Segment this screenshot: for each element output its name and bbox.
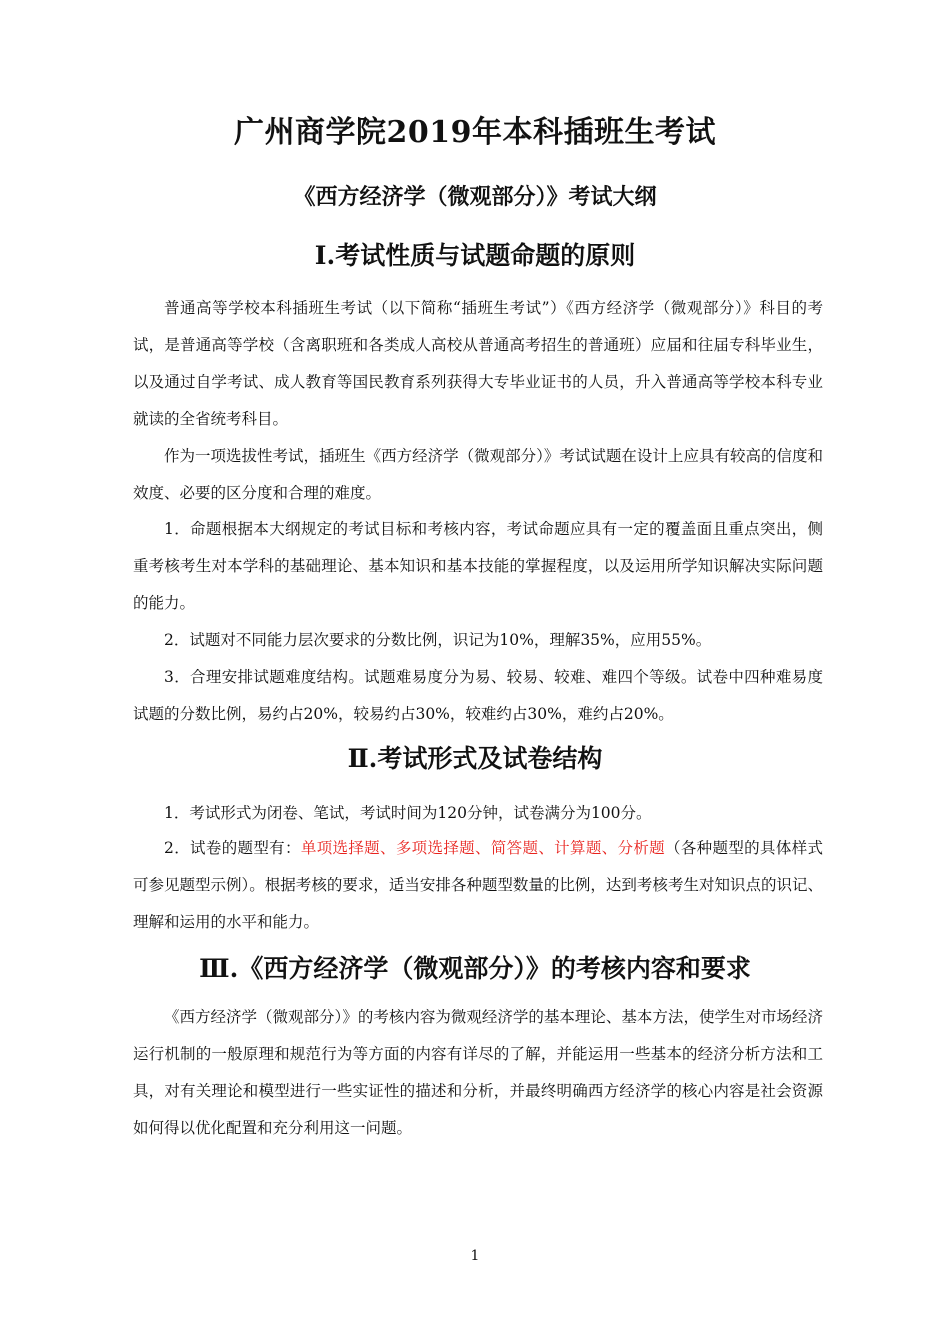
section-2-item [133, 830, 823, 941]
section-1-heading: Ⅰ.考试性质与试题命题的原则 [314, 241, 636, 270]
question-types-prefix: 2．试卷的题型有： [164, 839, 301, 857]
section-1-item: 2．试题对不同能力层次要求的分数比例，识记为10%，理解35%，应用55%。 [164, 631, 712, 649]
page-number: 1 [470, 1248, 480, 1264]
section-2-item: 1．考试形式为闭卷、笔试，考试时间为120分钟，试卷满分为100分。 [164, 804, 652, 822]
section-1-item: 3．合理安排试题难度结构。试题难易度分为易、较易、较难、难四个等级。试卷中四种难易度试题的分数比例，易约占20%，较易约占30%，较难约占30%，难约占20%。 [133, 668, 823, 723]
section-1-paragraph: 作为一项选拔性考试，插班生《西方经济学（微观部分）》考试试题在设计上应具有较高的信度和效度、必要的区分度和合理的难度。 [133, 447, 823, 502]
section-2-heading: Ⅱ.考试形式及试卷结构 [347, 744, 603, 773]
question-types-suffix: （各种题型的具体样式可参见题型示例）。根据考核的要求，适当安排各种题型数量的比例，达到考核考生对知识点的识记、理解和运用的水平和能力。 [133, 839, 823, 931]
question-types-highlight: 单项选择题、多项选择题、简答题、计算题、分析题 [300, 839, 665, 857]
section-1-paragraph: 普通高等学校本科插班生考试（以下简称“插班生考试”）《西方经济学（微观部分）》科目的考试，是普通高等学校（含离职班和各类成人高校从普通高考招生的普通班）应届和往届专科毕业生，以及通过自学考试、成人教育等国民教育系列获得大专毕业证书的人员，升入普通高等学校本科专业就读的全省统考科目。 [133, 299, 823, 428]
document-subtitle: 《西方经济学（微观部分）》考试大纲 [293, 184, 657, 210]
section-3-heading: Ⅲ.《西方经济学（微观部分）》的考核内容和要求 [199, 954, 751, 983]
section-3-paragraph: 《西方经济学（微观部分）》的考核内容为微观经济学的基本理论、基本方法，使学生对市场经济运行机制的一般原理和规范行为等方面的内容有详尽的了解，并能运用一些基本的经济分析方法和工具，对有关理论和模型进行一些实证性的描述和分析，并最终明确西方经济学的核心内容是社会资源如何得以优化配置和充分利用这一问题。 [133, 1008, 823, 1137]
section-1-item: 1．命题根据本大纲规定的考试目标和考核内容，考试命题应具有一定的覆盖面且重点突出，侧重考核考生对本学科的基础理论、基本知识和基本技能的掌握程度，以及运用所学知识解决实际问题的能力。 [133, 520, 823, 612]
document-title: 广州商学院2019年本科插班生考试 [234, 115, 716, 150]
